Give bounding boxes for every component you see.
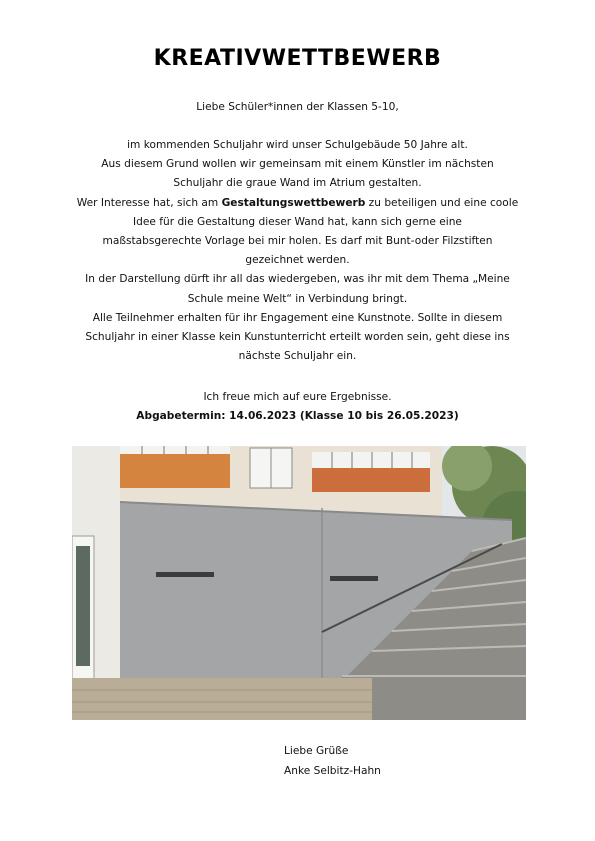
body-paragraph — [40, 136, 555, 366]
deadline-text: Abgabetermin: 14.06.2023 (Klasse 10 bis 26.05.2023) — [136, 410, 459, 422]
greeting: Liebe Schüler*innen der Klassen 5-10, — [196, 101, 399, 113]
body-line: nächste Schuljahr ein. — [238, 350, 357, 363]
signoff: Liebe Grüße — [284, 745, 349, 757]
closing-text: Ich freue mich auf eure Ergebnisse. — [203, 391, 392, 403]
body-line: In der Darstellung dürft ihr all das wiedergeben, was ihr mit dem Thema „Meine — [85, 273, 510, 286]
competition-name: Gestaltungswettbewerb — [221, 196, 366, 209]
body-line: Alle Teilnehmer erhalten für ihr Engagement eine Kunstnote. Sollte in diesem — [92, 311, 503, 324]
interest-text-after: zu beteiligen und eine coole — [365, 196, 519, 209]
interest-text-before: Wer Interesse hat, sich am — [76, 196, 222, 209]
body-line: Idee für die Gestaltung dieser Wand hat, kann sich gerne eine — [133, 215, 462, 228]
interest-line — [40, 194, 555, 213]
atrium-wall-illustration — [72, 446, 526, 720]
body-line: Schuljahr die graue Wand im Atrium gestalten. — [173, 177, 422, 190]
body-line: Schule meine Welt“ in Verbindung bringt. — [187, 292, 408, 305]
body-line: Schuljahr in einer Klasse kein Kunstunterricht erteilt worden sein, geht diese ins — [85, 331, 510, 344]
body-line: gezeichnet werden. — [245, 254, 350, 267]
body-line: maßstabsgerechte Vorlage bei mir holen. Es darf mit Bunt-oder Filzstiften — [102, 235, 493, 248]
body-line: Aus diesem Grund wollen wir gemeinsam mit einem Künstler im nächsten — [101, 158, 494, 171]
signature-name: Anke Selbitz-Hahn — [284, 765, 381, 777]
document-title: KREATIVWETTBEWERB — [153, 46, 442, 71]
body-line: im kommenden Schuljahr wird unser Schulgebäude 50 Jahre alt. — [127, 139, 468, 151]
atrium-wall-photo — [72, 446, 526, 720]
